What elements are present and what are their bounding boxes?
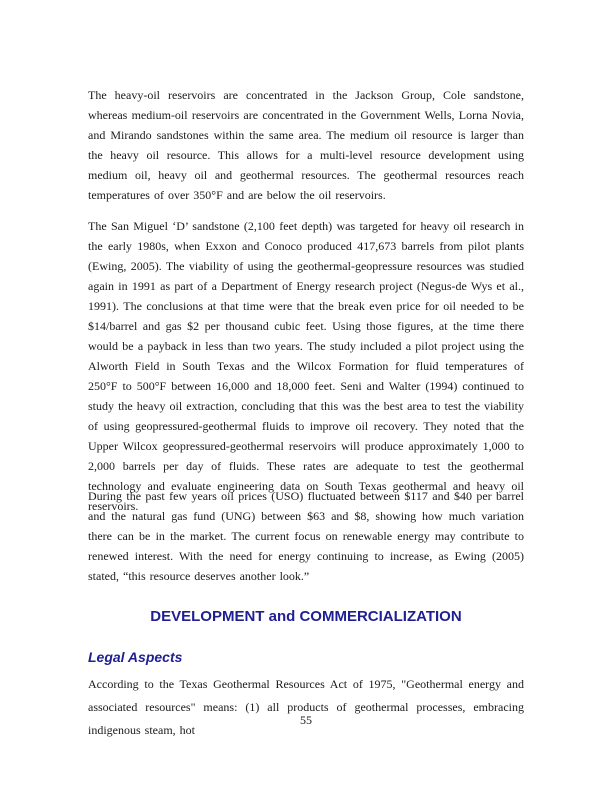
paragraph-san-miguel-sandstone: The San Miguel ‘D’ sandstone (2,100 feet depth) was targeted for heavy oil research in the early 1980s, when Exxon and Conoco produced 417,673 barrels from pilot plants (Ewing, 2005). The viability of using the geothermal-geopressure resources was studied again in 1991 as part of a Department of Energy research project (Negus-de Wys et al., 1991). The conclusions at that time were that the break even price for oil needed to be $14/barrel and gas $2 per thousand cubic feet. Using those figures, at the time there would be a payback in less than two years. The study included a pilot project using the Alworth Field in South Texas and the Wilcox Formation for fluid temperatures of 250°F to 500°F between 16,000 and 18,000 feet. Seni and Walter (1994) continued to study the heavy oil extraction, concluding that this was the best area to test the viability of using geopressured-geothermal fluids to improve oil recovery. They noted that the Upper Wilcox geopressured-geothermal reservoirs will produce approximately 1,000 to 2,000 barrels per day of fluids. These rates are adequate to test the geothermal technology and evaluate engineering data on South Texas geothermal and heavy oil reservoirs.: [88, 219, 524, 513]
page-number: 55: [300, 713, 312, 727]
paragraph-oil-prices: During the past few years oil prices (USO) fluctuated between $117 and $40 per barrel and the natural gas fund (UNG) between $63 and $8, showing how much variation there can be in the market. The current focus on renewable energy may contribute to renewed interest. With the need for energy continuing to increase, as Ewing (2005) stated, “this resource deserves another look.”: [88, 489, 524, 583]
section-heading-development-commercialization: DEVELOPMENT and COMMERCIALIZATION: [150, 608, 462, 625]
subsection-heading-legal-aspects: Legal Aspects: [88, 649, 183, 665]
paragraph-texas-geothermal-act: According to the Texas Geothermal Resources Act of 1975, "Geothermal energy and associated resources" means: (1) all products of geothermal processes, embracing indigenous steam, hot: [88, 677, 524, 737]
paragraph-heavy-oil-reservoirs: The heavy-oil reservoirs are concentrated in the Jackson Group, Cole sandstone, whereas medium-oil reservoirs are concentrated in the Government Wells, Lorna Novia, and Mirando sandstones within the same area. The medium oil resource is larger than the heavy oil resource. This allows for a multi-level resource development using medium oil, heavy oil and geothermal resources. The geothermal resources reach temperatures of over 350°F and are below the oil reservoirs.: [88, 88, 524, 202]
